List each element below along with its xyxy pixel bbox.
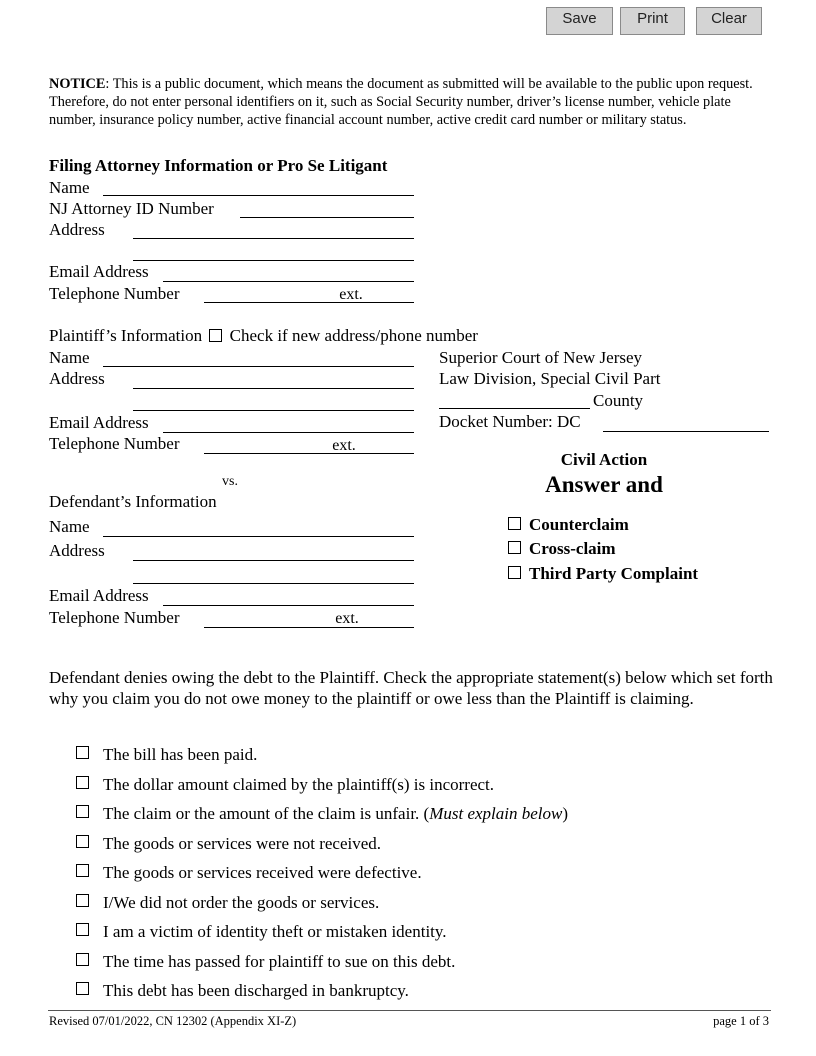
reason-label-not-received: The goods or services were not received. [103,834,382,853]
docket-field[interactable] [603,431,769,432]
plaintiff-address-field-2[interactable] [133,410,414,411]
footer-revised: Revised 07/01/2022, CN 12302 (Appendix XI-Z) [49,1014,297,1028]
third-party-label: Third Party Complaint [529,564,699,583]
court-division: Law Division, Special Civil Part [439,369,661,388]
defendant-email-field[interactable] [163,605,414,606]
denial-intro: Defendant denies owing the debt to the Plaintiff. Check the appropriate statement(s) below which set forth why you claim you do not owe money to the plaintiff or owe less than the Plaintiff is claiming. [49,668,773,708]
reason-checkbox-identity-theft[interactable] [76,923,89,936]
reason-label-defective: The goods or services received were defective. [103,863,422,882]
filing-email-field[interactable] [163,281,414,282]
notice-text: : This is a public document, which means the document as submitted will be available to the public upon request. Therefore, do not enter personal identifiers on it, such as Social Security number, driver’s license number, vehicle plate number, insurance policy number, active financial account number, active credit card number or military status. [49,76,753,129]
filing-address-field-2[interactable] [133,260,414,261]
footer-divider [48,1010,771,1011]
plaintiff-email-field[interactable] [163,432,414,433]
filing-address-field-1[interactable] [133,238,414,239]
counterclaim-checkbox[interactable] [508,517,521,530]
new-address-label: Check if new address/phone number [229,326,478,345]
filing-attorney-id-label: NJ Attorney ID Number [49,199,214,218]
plaintiff-name-label: Name [49,348,90,367]
plaintiff-address-field-1[interactable] [133,388,414,389]
answer-title: Answer and [545,472,663,497]
defendant-telephone-label: Telephone Number [49,608,180,627]
court-name: Superior Court of New Jersey [439,348,643,367]
docket-label: Docket Number: DC [439,412,581,431]
reason-label-identity-theft: I am a victim of identity theft or mistaken identity. [103,922,447,941]
reason-checkbox-time-passed[interactable] [76,953,89,966]
defendant-address-label: Address [49,541,105,560]
counterclaim-label: Counterclaim [529,515,629,534]
filing-name-field[interactable] [103,195,414,196]
filing-email-label: Email Address [49,262,149,281]
save-button[interactable]: Save [546,7,613,35]
defendant-address-field-1[interactable] [133,560,414,561]
reason-checkbox-defective[interactable] [76,864,89,877]
reason-checkbox-not-received[interactable] [76,835,89,848]
must-explain-note: Must explain below [429,804,563,823]
reason-label-paid: The bill has been paid. [103,745,258,764]
defendant-heading: Defendant’s Information [49,492,217,511]
plaintiff-heading-row [49,326,478,346]
reason-label-not-ordered: I/We did not order the goods or services. [103,893,380,912]
filing-heading: Filing Attorney Information or Pro Se Litigant [49,156,388,175]
vs-label: vs. [222,474,238,489]
reason-checkbox-not-ordered[interactable] [76,894,89,907]
reason-label-bankruptcy: This debt has been discharged in bankruptcy. [103,981,409,1000]
civil-action-label: Civil Action [560,450,648,469]
filing-address-label: Address [49,220,105,239]
defendant-email-label: Email Address [49,586,149,605]
plaintiff-name-field[interactable] [103,366,414,367]
reason-checkbox-bankruptcy[interactable] [76,982,89,995]
defendant-ext-label: ext. [335,610,359,627]
reason-unfair-text: The claim or the amount of the claim is unfair. ( [103,804,430,823]
reason-label-amount-incorrect: The dollar amount claimed by the plaintiff(s) is incorrect. [103,775,495,794]
plaintiff-address-label: Address [49,369,105,388]
defendant-telephone-field[interactable] [204,627,414,628]
defendant-name-label: Name [49,517,90,536]
new-address-checkbox[interactable] [209,329,222,342]
clear-button[interactable]: Clear [696,7,762,35]
plaintiff-email-label: Email Address [49,413,149,432]
reason-unfair-close: ) [562,804,569,823]
defendant-name-field[interactable] [103,536,414,537]
cross-claim-label: Cross-claim [529,539,616,558]
plaintiff-telephone-label: Telephone Number [49,434,180,453]
plaintiff-ext-label: ext. [332,437,356,454]
plaintiff-heading: Plaintiff’s Information [49,326,203,345]
filing-name-label: Name [49,178,90,197]
third-party-checkbox[interactable] [508,566,521,579]
reason-checkbox-amount-incorrect[interactable] [76,776,89,789]
reason-label-time-passed: The time has passed for plaintiff to sue on this debt. [103,952,456,971]
county-label: County [593,391,644,410]
filing-attorney-id-field[interactable] [240,217,414,218]
filing-ext-label: ext. [339,286,363,303]
filing-telephone-field[interactable] [204,302,414,303]
reason-checkbox-unfair[interactable] [76,805,89,818]
notice-label: NOTICE [49,76,106,92]
filing-telephone-label: Telephone Number [49,284,180,303]
defendant-address-field-2[interactable] [133,583,414,584]
county-field[interactable] [439,408,590,409]
reason-label-unfair [103,804,568,824]
notice [49,75,774,130]
plaintiff-telephone-field[interactable] [204,453,414,454]
reason-checkbox-paid[interactable] [76,746,89,759]
cross-claim-checkbox[interactable] [508,541,521,554]
print-button[interactable]: Print [620,7,685,35]
footer-page-number: page 1 of 3 [713,1014,769,1028]
